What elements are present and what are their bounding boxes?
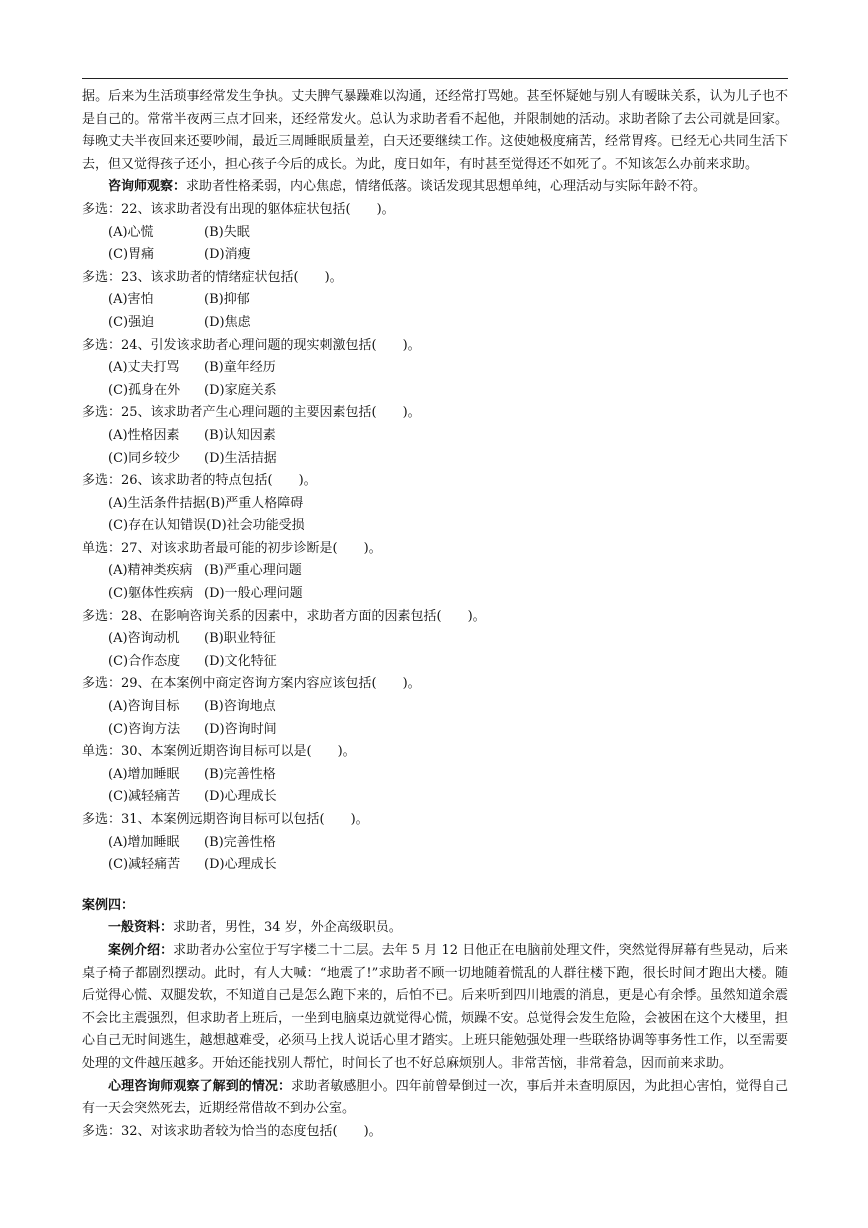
question-stem: 多选：25、该求助者产生心理问题的主要因素包括( )。 [82,405,421,421]
case4-observation-label: 心理咨询师观察了解到的情况： [108,1078,292,1094]
intro-text: 求助者办公室位于写字楼二十二层。去年 5 月 12 日他正在电脑前处理文件，突然觉得屏幕有些晃动，后来桌子椅子都剧烈摆动。此时，有人大喊：“地震了!”求助者不顾一切地随着慌乱的人群往楼下跑，很长时间才跑出大楼。随后觉得心慌、双腿发软，不知道自己是怎么跑下来的，后怕不已。后来听到四川地震的消息，更是心有余悸。虽然知道余震不会比主震强烈，但求助者上班后，一坐到电脑桌边就觉得心慌，烦躁不安。总觉得会发生危险，会被困在这个大楼里，担心自己无时间逃生，越想越难受，必须马上找人说话心里才踏实。上班只能勉强处理一些联络协调等事务性工作，以至需要处理的文件越压越多。开始还能找别人帮忙，时间长了也不好总麻烦别人。非常苦恼，非常着急，因而前来求助。 [82,942,788,1071]
answer-option: (A)害怕 [108,292,154,308]
case4-general [82,917,788,940]
answer-option: (B)认知因素 [204,427,276,443]
answer-option: (D)焦虑 [204,314,251,330]
option-row [82,854,788,877]
case4-title: 案例四： [82,897,135,913]
question-stem: 多选：24、引发该求助者心理问题的现实刺激包括( )。 [82,337,421,353]
question-stem: 单选：30、本案例近期咨询目标可以是( )。 [82,744,356,760]
option-row [82,560,788,583]
answer-option: (A)心慌 [108,224,154,240]
case4-intro [82,940,788,1076]
question-stem: 多选：22、该求助者没有出现的躯体症状包括( )。 [82,201,395,217]
answer-option: (D)咨询时间 [204,721,277,737]
intro-label: 案例介绍： [108,942,174,958]
answer-option: (C)合作态度 [108,653,181,669]
answer-option: (A)增加睡眠 [108,834,180,850]
answer-option: (C)同乡较少 [108,450,181,466]
document-body [82,86,788,1143]
case3-paragraph: 据。后来为生活琐事经常发生争执。丈夫脾气暴躁难以沟通，还经常打骂她。甚至怀疑她与别人有暧昧关系，认为儿子也不是自己的。常常半夜两三点才回来，还经常发火。总认为求助者看不起他，并限制她的活动。求助者除了去公司就是回家。每晚丈夫半夜回来还要吵闹，最近三周睡眠质量差，白天还要继续工作。这使她极度痛苦，经常胃疼。已经无心共同生活下去，但又觉得孩子还小，担心孩子今后的成长。为此，度日如年，有时甚至觉得还不如死了。不知该怎么办前来求助。 [82,89,788,172]
question-stem: 单选：27、对该求助者最可能的初步诊断是( )。 [82,540,382,556]
answer-option: (D)社会功能受损 [206,518,305,534]
option-row [82,493,788,516]
answer-option: (D)消瘦 [204,247,251,263]
option-row [82,696,788,719]
observation-label: 咨询师观察： [108,179,187,195]
option-row [82,515,788,538]
question-stem: 多选：31、本案例远期咨询目标可以包括( )。 [82,812,369,827]
case3-observation [82,176,788,199]
option-row [82,651,788,674]
answer-option: (C)胃痛 [108,247,155,263]
answer-option: (A)咨询动机 [108,631,180,647]
option-row [82,448,788,471]
answer-option: (C)咨询方法 [108,721,181,737]
case4-observation [82,1076,788,1121]
question-stem: 多选：29、在本案例中商定咨询方案内容应该包括( )。 [82,676,421,692]
answer-option: (D)文化特征 [204,653,277,669]
question-stem-32: 多选：32、对该求助者较为恰当的态度包括( )。 [82,1123,382,1139]
answer-option: (B)抑郁 [204,292,250,308]
question-stem: 多选：26、该求助者的特点包括( )。 [82,473,317,489]
answer-option: (A)生活条件拮据 [108,495,206,511]
answer-option: (D)生活拮据 [204,450,277,466]
answer-option: (C)减轻痛苦 [108,789,181,805]
answer-option: (B)完善性格 [204,766,276,782]
answer-option: (D)家庭关系 [204,382,277,398]
option-row [82,244,788,267]
general-text: 求助者，男性，34 岁，外企高级职员。 [173,920,402,936]
header-rule [82,78,788,79]
option-row [82,425,788,448]
option-row [82,832,788,855]
answer-option: (A)增加睡眠 [108,766,180,782]
case4-observation-text: 求助者敏感胆小。四年前曾晕倒过一次，事后并未查明原因，为此担心害怕，觉得自己有一天会突然死去，近期经常借故不到办公室。 [82,1078,788,1117]
question-stem: 多选：28、在影响咨询关系的因素中，求助者方面的因素包括( )。 [82,608,486,624]
answer-option: (B)咨询地点 [204,699,276,715]
answer-option: (B)失眠 [204,224,250,240]
option-row [82,628,788,651]
section-gap [82,877,788,895]
general-label: 一般资料： [108,920,174,936]
option-row [82,312,788,335]
answer-option: (D)心理成长 [204,789,277,805]
answer-option: (B)完善性格 [204,834,276,850]
observation-text: 求助者性格柔弱，内心焦虑，情绪低落。谈话发现其思想单纯，心理活动与实际年龄不符。 [186,179,707,195]
answer-option: (C)强迫 [108,314,155,330]
option-row [82,380,788,403]
answer-option: (B)童年经历 [204,360,276,376]
option-row [82,289,788,312]
answer-option: (B)严重人格障碍 [205,495,304,511]
answer-option: (C)孤身在外 [108,382,181,398]
question-list [82,199,788,877]
answer-option: (B)职业特征 [204,631,276,647]
option-row [82,786,788,809]
answer-option: (B)严重心理问题 [204,563,302,579]
option-row [82,357,788,380]
answer-option: (D)心理成长 [204,857,277,873]
option-row [82,222,788,245]
answer-option: (A)精神类疾病 [108,563,193,579]
answer-option: (D)一般心理问题 [204,586,303,602]
question-stem: 多选：23、该求助者的情绪症状包括( )。 [82,269,343,285]
answer-option: (C)躯体性疾病 [108,586,194,602]
answer-option: (C)减轻痛苦 [108,857,181,873]
answer-option: (C)存在认知错误 [108,518,207,534]
option-row [82,583,788,606]
answer-option: (A)咨询目标 [108,699,180,715]
option-row [82,764,788,787]
answer-option: (A)性格因素 [108,427,180,443]
answer-option: (A)丈夫打骂 [108,360,180,376]
option-row [82,719,788,742]
